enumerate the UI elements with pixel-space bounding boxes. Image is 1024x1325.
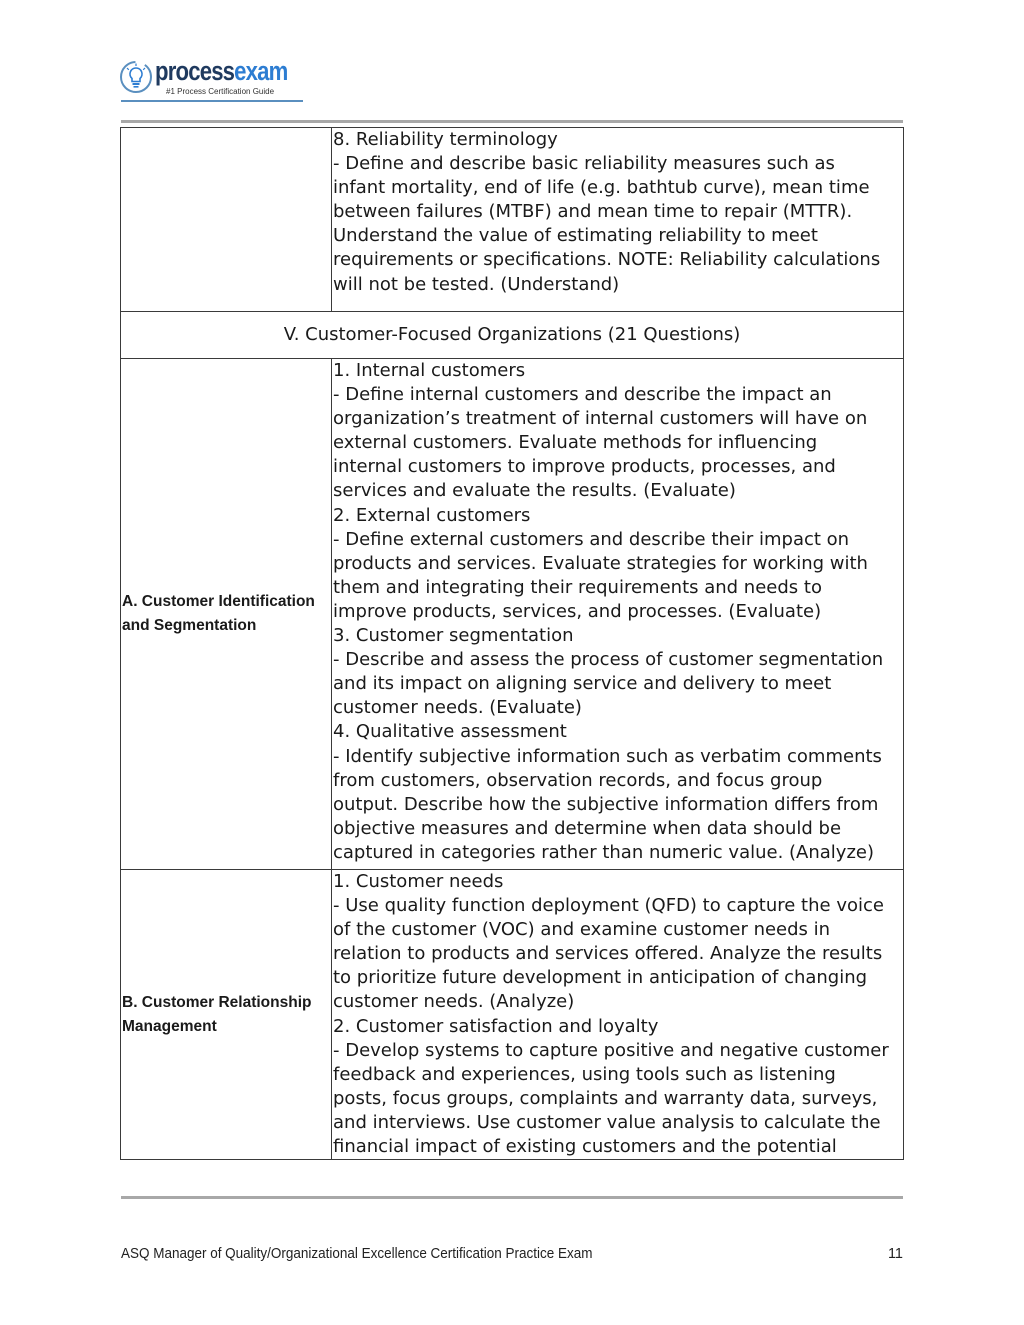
section-row — [121, 312, 904, 359]
logo-tagline: #1 Process Certification Guide — [166, 87, 275, 96]
processexam-logo — [119, 58, 305, 104]
footer-divider — [121, 1196, 903, 1199]
logo-wordmark: processexam — [155, 56, 288, 86]
logo-underline — [121, 100, 303, 102]
section-heading: V. Customer-Focused Organizations (21 Questions) — [121, 312, 904, 359]
footer-title: ASQ Manager of Quality/Organizational Excellence Certification Practice Exam — [121, 1246, 593, 1262]
header-divider — [121, 120, 903, 123]
table-row — [121, 359, 904, 870]
content-cell: 1. Customer needs - Use quality function deployment (QFD) to capture the voice of the customer (VOC) and examine customer needs in relation to products and services offered. Analyze the results to prioritize future development in anticipation of changing customer needs. (Analyze) 2. Customer satisfaction and loyalty - Develop systems to capture positive and negative customer feedback and experiences, using tools such as listening posts, focus groups, complaints and warranty data, surveys, and interviews. Use customer value analysis to calculate the financial impact of existing customers and the potential — [332, 869, 904, 1159]
content-cell: 1. Internal customers - Define internal customers and describe the impact an organization’s treatment of internal customers will have on external customers. Evaluate methods for influencing internal customers to improve products, processes, and services and evaluate the results. (Evaluate) 2. External customers - Define external customers and describe their impact on products and services. Evaluate strategies for working with them and integrating their requirements and needs to improve products, services, and processes. (Evaluate) 3. Customer segmentation - Describe and assess the process of customer segmentation and its impact on aligning service and delivery to meet customer needs. (Evaluate) 4. Qualitative assessment - Identify subjective information such as verbatim comments from customers, observation records, and focus group output. Describe how the subjective information differs from objective measures and determine when data should be captured in categories rather than numeric value. (Analyze) — [332, 359, 904, 870]
lightbulb-icon — [119, 60, 153, 94]
table-row — [121, 869, 904, 1159]
syllabus-table — [120, 127, 904, 1160]
topic-cell: A. Customer Identification and Segmentation — [121, 359, 332, 870]
topic-cell: B. Customer Relationship Management — [121, 869, 332, 1159]
content-cell: 8. Reliability terminology - Define and describe basic reliability measures such as infant mortality, end of life (e.g. bathtub curve), mean time between failures (MTBF) and mean time to repair (MTTR). Understand the value of estimating reliability to meet requirements or specifications. NOTE: Reliability calculations will not be tested. (Understand) — [332, 128, 904, 312]
table-row — [121, 128, 904, 312]
page-number: 11 — [887, 1246, 903, 1262]
topic-cell-empty — [121, 128, 332, 312]
